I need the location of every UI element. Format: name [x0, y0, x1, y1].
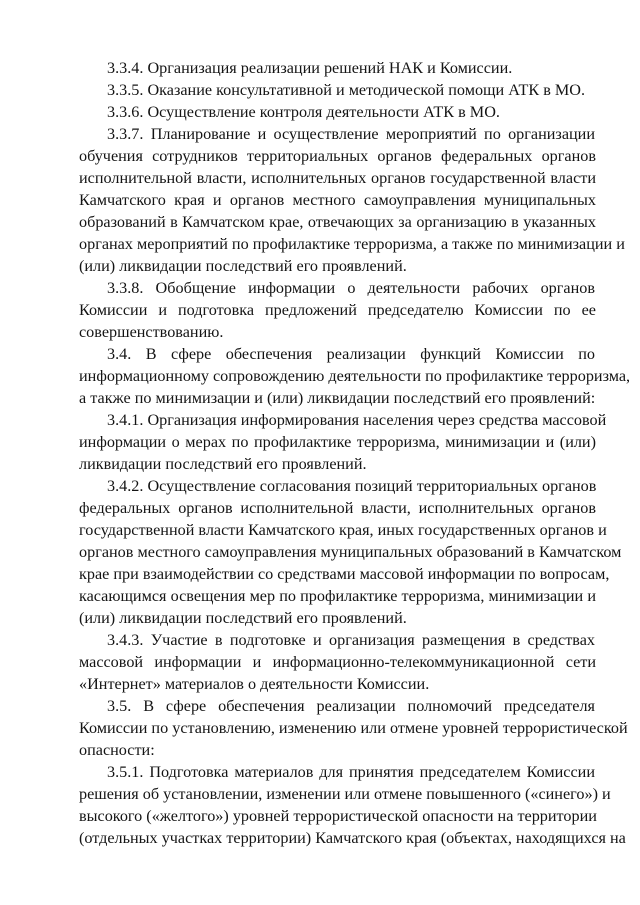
text-line: исполнительной власти, исполнительных органов государственной власти	[79, 169, 596, 187]
text-line: 3.5.1. Подготовка материалов для принятия председателем Комиссии	[107, 763, 595, 781]
text-line: (или) ликвидации последствий его проявлений.	[79, 257, 407, 275]
text-line: Камчатского края и органов местного самоуправления муниципальных	[79, 191, 596, 209]
text-line: а также по минимизации и (или) ликвидации последствий его проявлений:	[79, 389, 596, 407]
text-line: информационному сопровождению деятельности по профилактике терроризма,	[79, 367, 631, 385]
text-line: государственной власти Камчатского края, иных государственных органов и	[79, 521, 607, 539]
text-line: 3.4.1. Организация информирования населения через средства массовой	[107, 411, 607, 429]
text-line: массовой информации и информационно-телекоммуникационной сети	[79, 653, 596, 671]
text-line: высокого («желтого») уровней террористической опасности на территории	[79, 807, 597, 825]
text-line: 3.4.3. Участие в подготовке и организация размещения в средствах	[107, 631, 595, 649]
text-line: опасности:	[79, 741, 155, 759]
text-line: ликвидации последствий его проявлений.	[79, 455, 367, 473]
text-line: 3.4. В сфере обеспечения реализации функций Комиссии по	[107, 345, 595, 363]
text-line: 3.3.8. Обобщение информации о деятельности рабочих органов	[107, 279, 595, 297]
text-line: касающимся освещения мер по профилактике терроризма, минимизации и	[79, 587, 596, 605]
text-line: 3.3.7. Планирование и осуществление мероприятий по организации	[107, 125, 595, 143]
text-line: (отдельных участках территории) Камчатского края (объектах, находящихся на	[79, 829, 626, 847]
text-line: федеральных органов исполнительной власти, исполнительных органов	[79, 499, 596, 517]
text-line: органах мероприятий по профилактике терроризма, а также по минимизации и	[79, 235, 625, 253]
text-line: обучения сотрудников территориальных органов федеральных органов	[79, 147, 596, 165]
text-line: образований в Камчатском крае, отвечающих за организацию в указанных	[79, 213, 596, 231]
text-line: решения об установлении, изменении или отмене повышенного («синего») и	[79, 785, 611, 803]
text-line: крае при взаимодействии со средствами массовой информации по вопросам,	[79, 565, 610, 583]
text-line: (или) ликвидации последствий его проявлений.	[79, 609, 407, 627]
text-line: органов местного самоуправления муниципальных образований в Камчатском	[79, 543, 622, 561]
text-line: совершенствованию.	[79, 323, 224, 341]
text-line: 3.3.4. Организация реализации решений НАК и Комиссии.	[107, 59, 513, 77]
text-line: «Интернет» материалов о деятельности Комиссии.	[79, 675, 430, 693]
text-line: Комиссии и подготовка предложений председателю Комиссии по ее	[79, 301, 596, 319]
text-line: 3.3.6. Осуществление контроля деятельности АТК в МО.	[107, 103, 500, 121]
text-line: информации о мерах по профилактике терроризма, минимизации и (или)	[79, 433, 596, 451]
text-line: 3.4.2. Осуществление согласования позиций территориальных органов	[107, 477, 597, 495]
text-line: 3.5. В сфере обеспечения реализации полномочий председателя	[107, 697, 595, 715]
text-line: Комиссии по установлению, изменению или отмене уровней террористической	[79, 719, 628, 737]
text-line: 3.3.5. Оказание консультативной и методической помощи АТК в МО.	[107, 81, 586, 99]
